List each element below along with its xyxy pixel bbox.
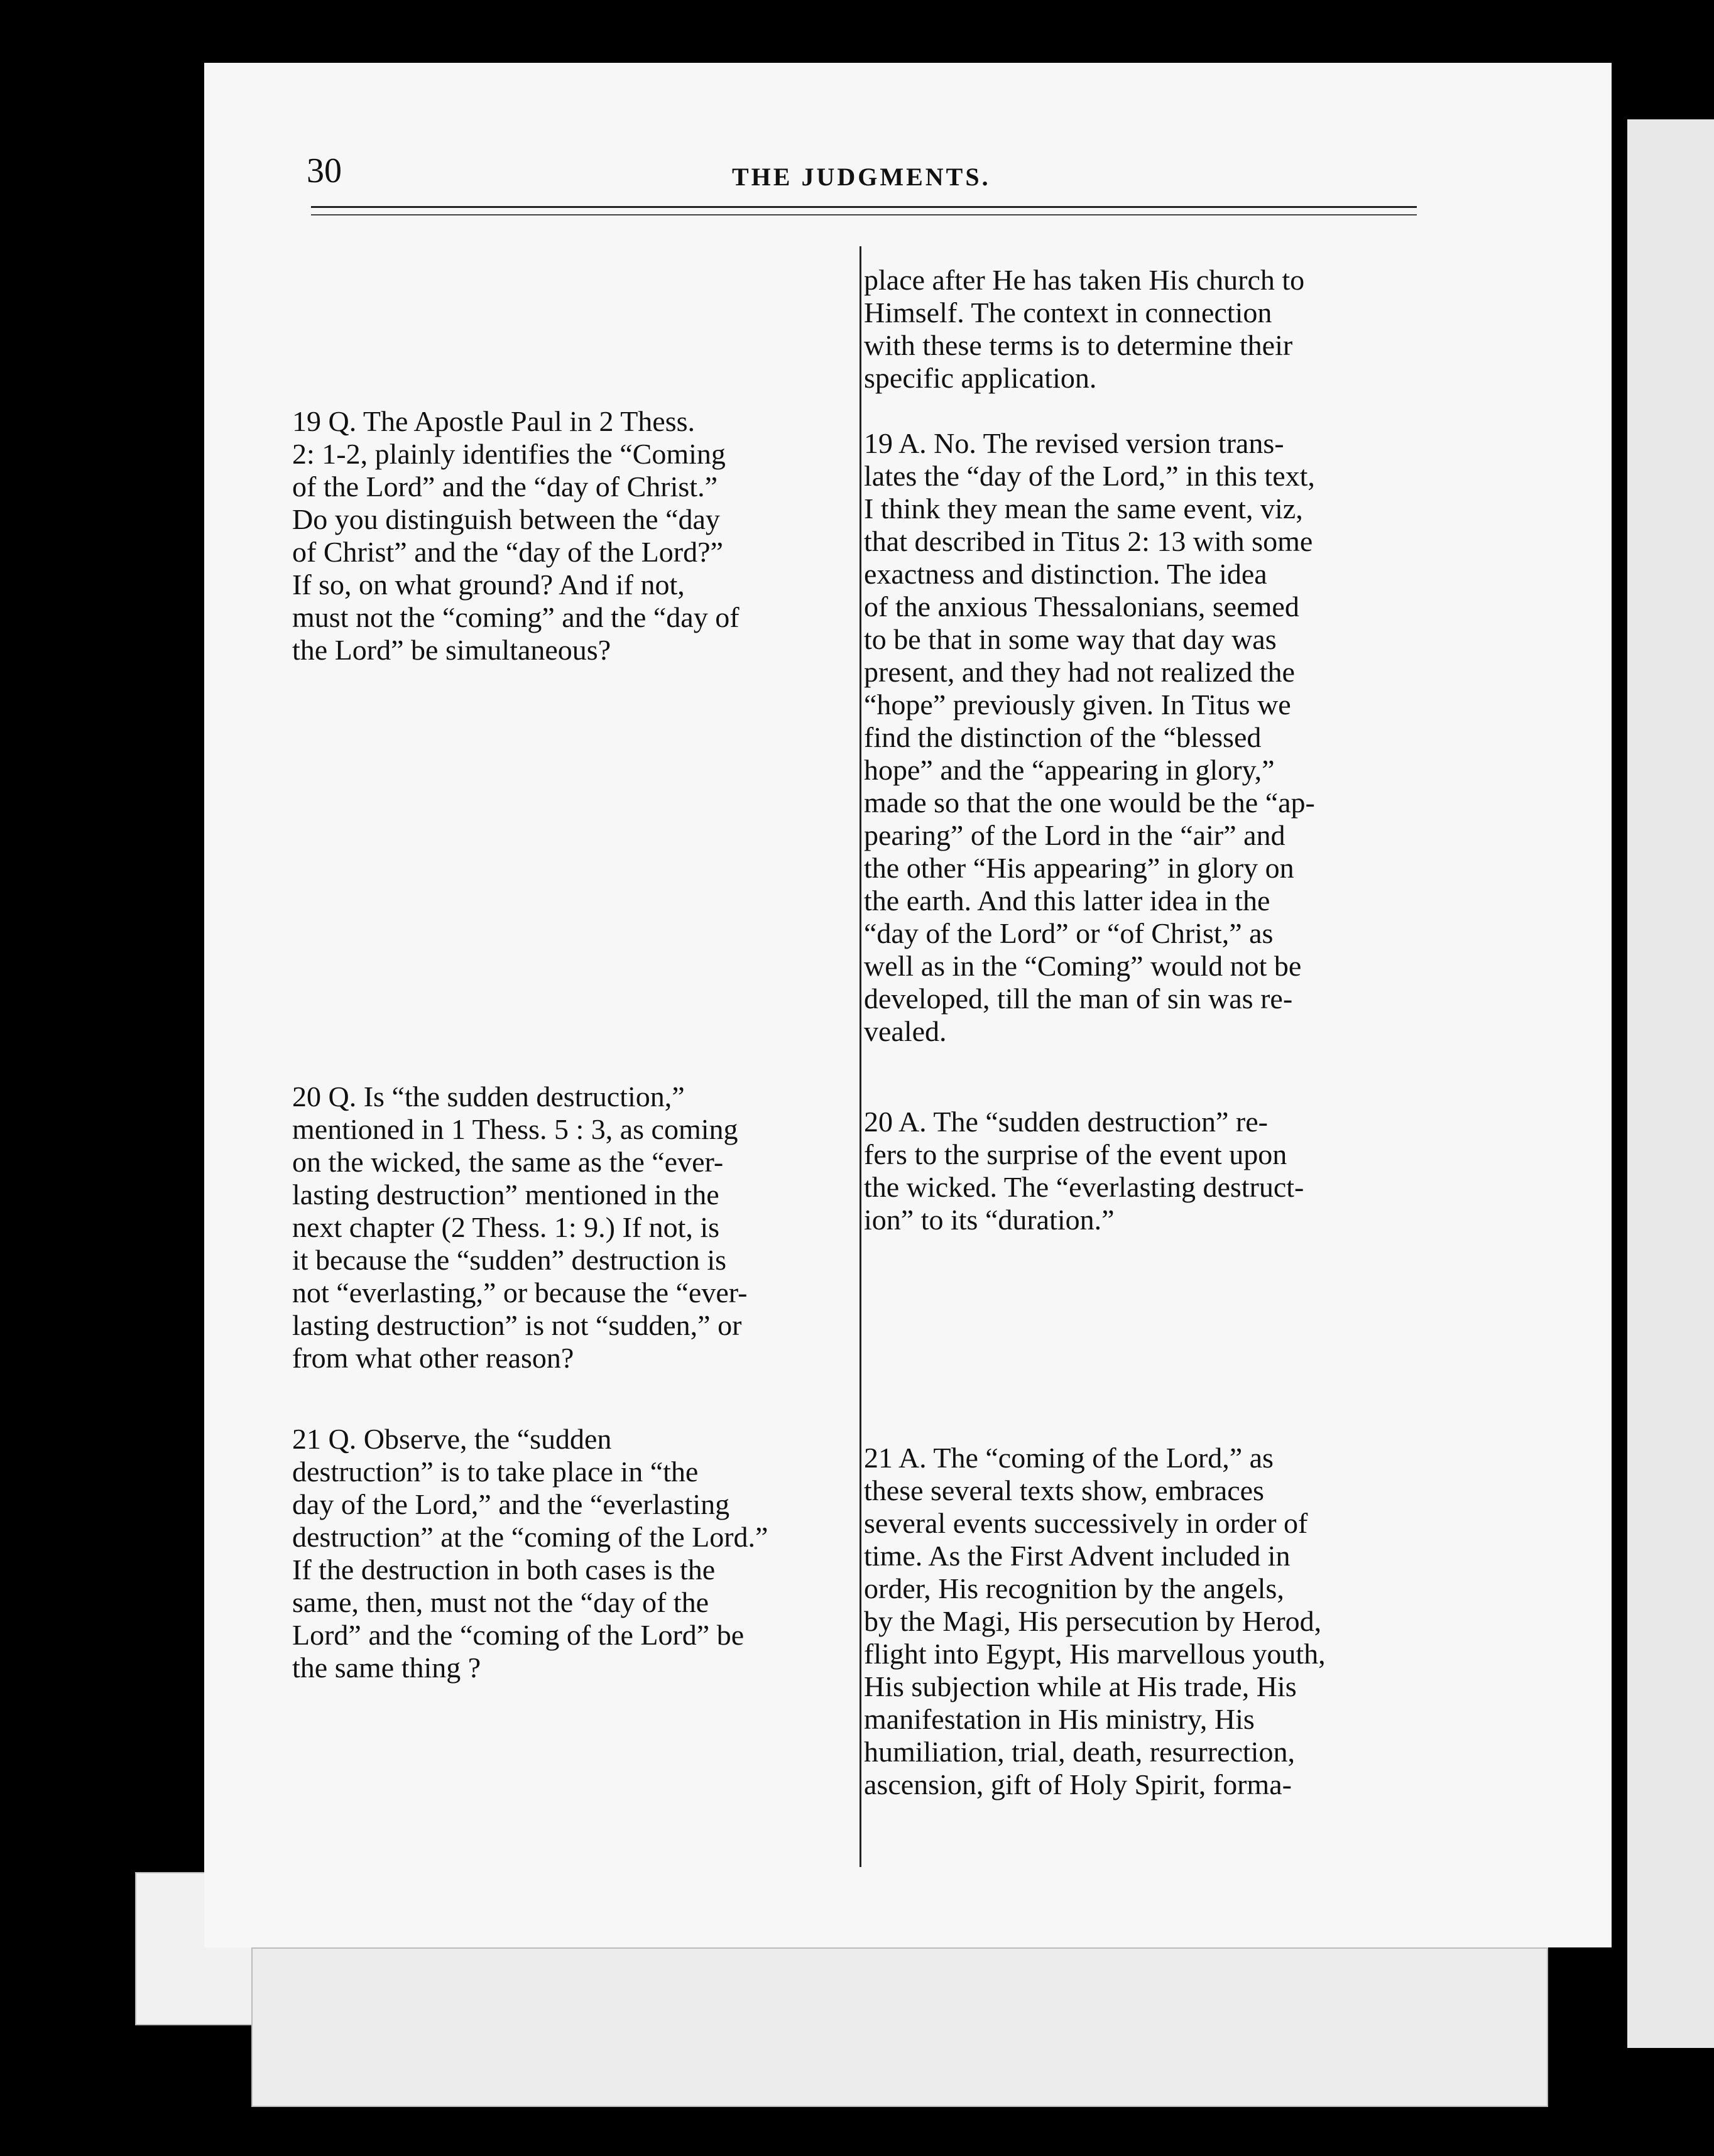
text-line: Himself. The context in connection bbox=[864, 297, 1272, 329]
text-line: lasting destruction” mentioned in the bbox=[292, 1179, 719, 1211]
text-line: 19 Q. The Apostle Paul in 2 Thess. bbox=[292, 405, 696, 437]
text-line: 21 Q. Observe, the “sudden bbox=[292, 1423, 612, 1455]
text-line: not “everlasting,” or because the “ever- bbox=[292, 1277, 748, 1309]
text-line: pearing” of the Lord in the “air” and bbox=[864, 819, 1286, 851]
text-line: destruction” is to take place in “the bbox=[292, 1456, 699, 1488]
running-head: THE JUDGMENTS. bbox=[732, 163, 991, 191]
question-20 bbox=[292, 1081, 845, 1375]
text-line: with these terms is to determine their bbox=[864, 329, 1293, 361]
text-line: Lord” and the “coming of the Lord” be bbox=[292, 1619, 745, 1651]
text-line: the wicked. The “everlasting destruct- bbox=[864, 1171, 1304, 1203]
text-line: manifestation in His ministry, His bbox=[864, 1703, 1255, 1735]
text-line: by the Magi, His persecution by Herod, bbox=[864, 1605, 1322, 1637]
text-line: on the wicked, the same as the “ever- bbox=[292, 1146, 724, 1178]
text-line: 19 A. No. The revised version trans- bbox=[864, 427, 1284, 459]
text-line: lasting destruction” is not “sudden,” or bbox=[292, 1309, 742, 1341]
text-line: order, His recognition by the angels, bbox=[864, 1572, 1284, 1604]
text-line: time. As the First Advent included in bbox=[864, 1540, 1291, 1572]
text-line: the other “His appearing” in glory on bbox=[864, 852, 1294, 884]
text-line: day of the Lord,” and the “everlasting bbox=[292, 1488, 730, 1520]
text-line: next chapter (2 Thess. 1: 9.) If not, is bbox=[292, 1211, 720, 1243]
text-line: these several texts show, embraces bbox=[864, 1474, 1264, 1506]
text-line: place after He has taken His church to bbox=[864, 264, 1305, 296]
text-line: specific application. bbox=[864, 362, 1097, 394]
column-divider bbox=[860, 246, 861, 1867]
text-line: to be that in some way that day was bbox=[864, 623, 1277, 655]
text-line: the Lord” be simultaneous? bbox=[292, 634, 611, 666]
book-page bbox=[204, 63, 1612, 1947]
text-line: made so that the one would be the “ap- bbox=[864, 787, 1315, 819]
text-line: of the Lord” and the “day of Christ.” bbox=[292, 471, 718, 503]
question-21 bbox=[292, 1423, 845, 1684]
text-line: 20 Q. Is “the sudden destruction,” bbox=[292, 1081, 685, 1113]
text-line: well as in the “Coming” would not be bbox=[864, 950, 1302, 982]
text-line: mentioned in 1 Thess. 5 : 3, as coming bbox=[292, 1113, 738, 1145]
text-line: find the distinction of the “blessed bbox=[864, 721, 1262, 753]
text-line: same, then, must not the “day of the bbox=[292, 1586, 709, 1618]
answer-20 bbox=[864, 1106, 1442, 1236]
text-line: ascension, gift of Holy Spirit, forma- bbox=[864, 1768, 1292, 1800]
text-line: His subjection while at His trade, His bbox=[864, 1670, 1297, 1702]
header-rule bbox=[311, 206, 1417, 215]
text-line: If the destruction in both cases is the bbox=[292, 1554, 716, 1586]
text-line: it because the “sudden” destruction is bbox=[292, 1244, 727, 1276]
text-line: present, and they had not realized the bbox=[864, 656, 1295, 688]
text-line: “hope” previously given. In Titus we bbox=[864, 689, 1291, 721]
text-line: several events successively in order of bbox=[864, 1507, 1308, 1539]
text-line: ion” to its “duration.” bbox=[864, 1204, 1115, 1236]
question-19 bbox=[292, 405, 845, 667]
text-line: vealed. bbox=[864, 1015, 947, 1047]
text-line: humiliation, trial, death, resurrection, bbox=[864, 1736, 1295, 1768]
text-line: 2: 1-2, plainly identifies the “Coming bbox=[292, 438, 726, 470]
text-line: of the anxious Thessalonians, seemed bbox=[864, 591, 1299, 623]
answer-19 bbox=[864, 427, 1442, 1048]
adjacent-page-edge bbox=[1627, 119, 1714, 2048]
text-line: If so, on what ground? And if not, bbox=[292, 569, 685, 601]
text-line: the earth. And this latter idea in the bbox=[864, 885, 1270, 917]
text-line: Do you distinguish between the “day bbox=[292, 503, 720, 535]
text-line: must not the “coming” and the “day of bbox=[292, 601, 740, 633]
text-line: of Christ” and the “day of the Lord?” bbox=[292, 536, 723, 568]
text-line: hope” and the “appearing in glory,” bbox=[864, 754, 1275, 786]
text-line: 20 A. The “sudden destruction” re- bbox=[864, 1106, 1268, 1138]
text-line: exactness and distinction. The idea bbox=[864, 558, 1267, 590]
text-line: fers to the surprise of the event upon bbox=[864, 1138, 1287, 1170]
text-line: “day of the Lord” or “of Christ,” as bbox=[864, 917, 1274, 949]
answer-18-continued bbox=[864, 264, 1442, 395]
text-line: I think they mean the same event, viz, bbox=[864, 493, 1303, 525]
underlying-sheet bbox=[251, 1947, 1548, 2107]
text-line: lates the “day of the Lord,” in this text, bbox=[864, 460, 1315, 492]
text-line: flight into Egypt, His marvellous youth, bbox=[864, 1638, 1326, 1670]
text-line: that described in Titus 2: 13 with some bbox=[864, 525, 1313, 557]
text-line: from what other reason? bbox=[292, 1342, 574, 1374]
text-line: the same thing ? bbox=[292, 1652, 481, 1684]
page-number: 30 bbox=[307, 151, 342, 190]
text-line: developed, till the man of sin was re- bbox=[864, 983, 1293, 1015]
answer-21 bbox=[864, 1442, 1442, 1801]
text-line: destruction” at the “coming of the Lord.” bbox=[292, 1521, 768, 1553]
text-line: 21 A. The “coming of the Lord,” as bbox=[864, 1442, 1274, 1474]
